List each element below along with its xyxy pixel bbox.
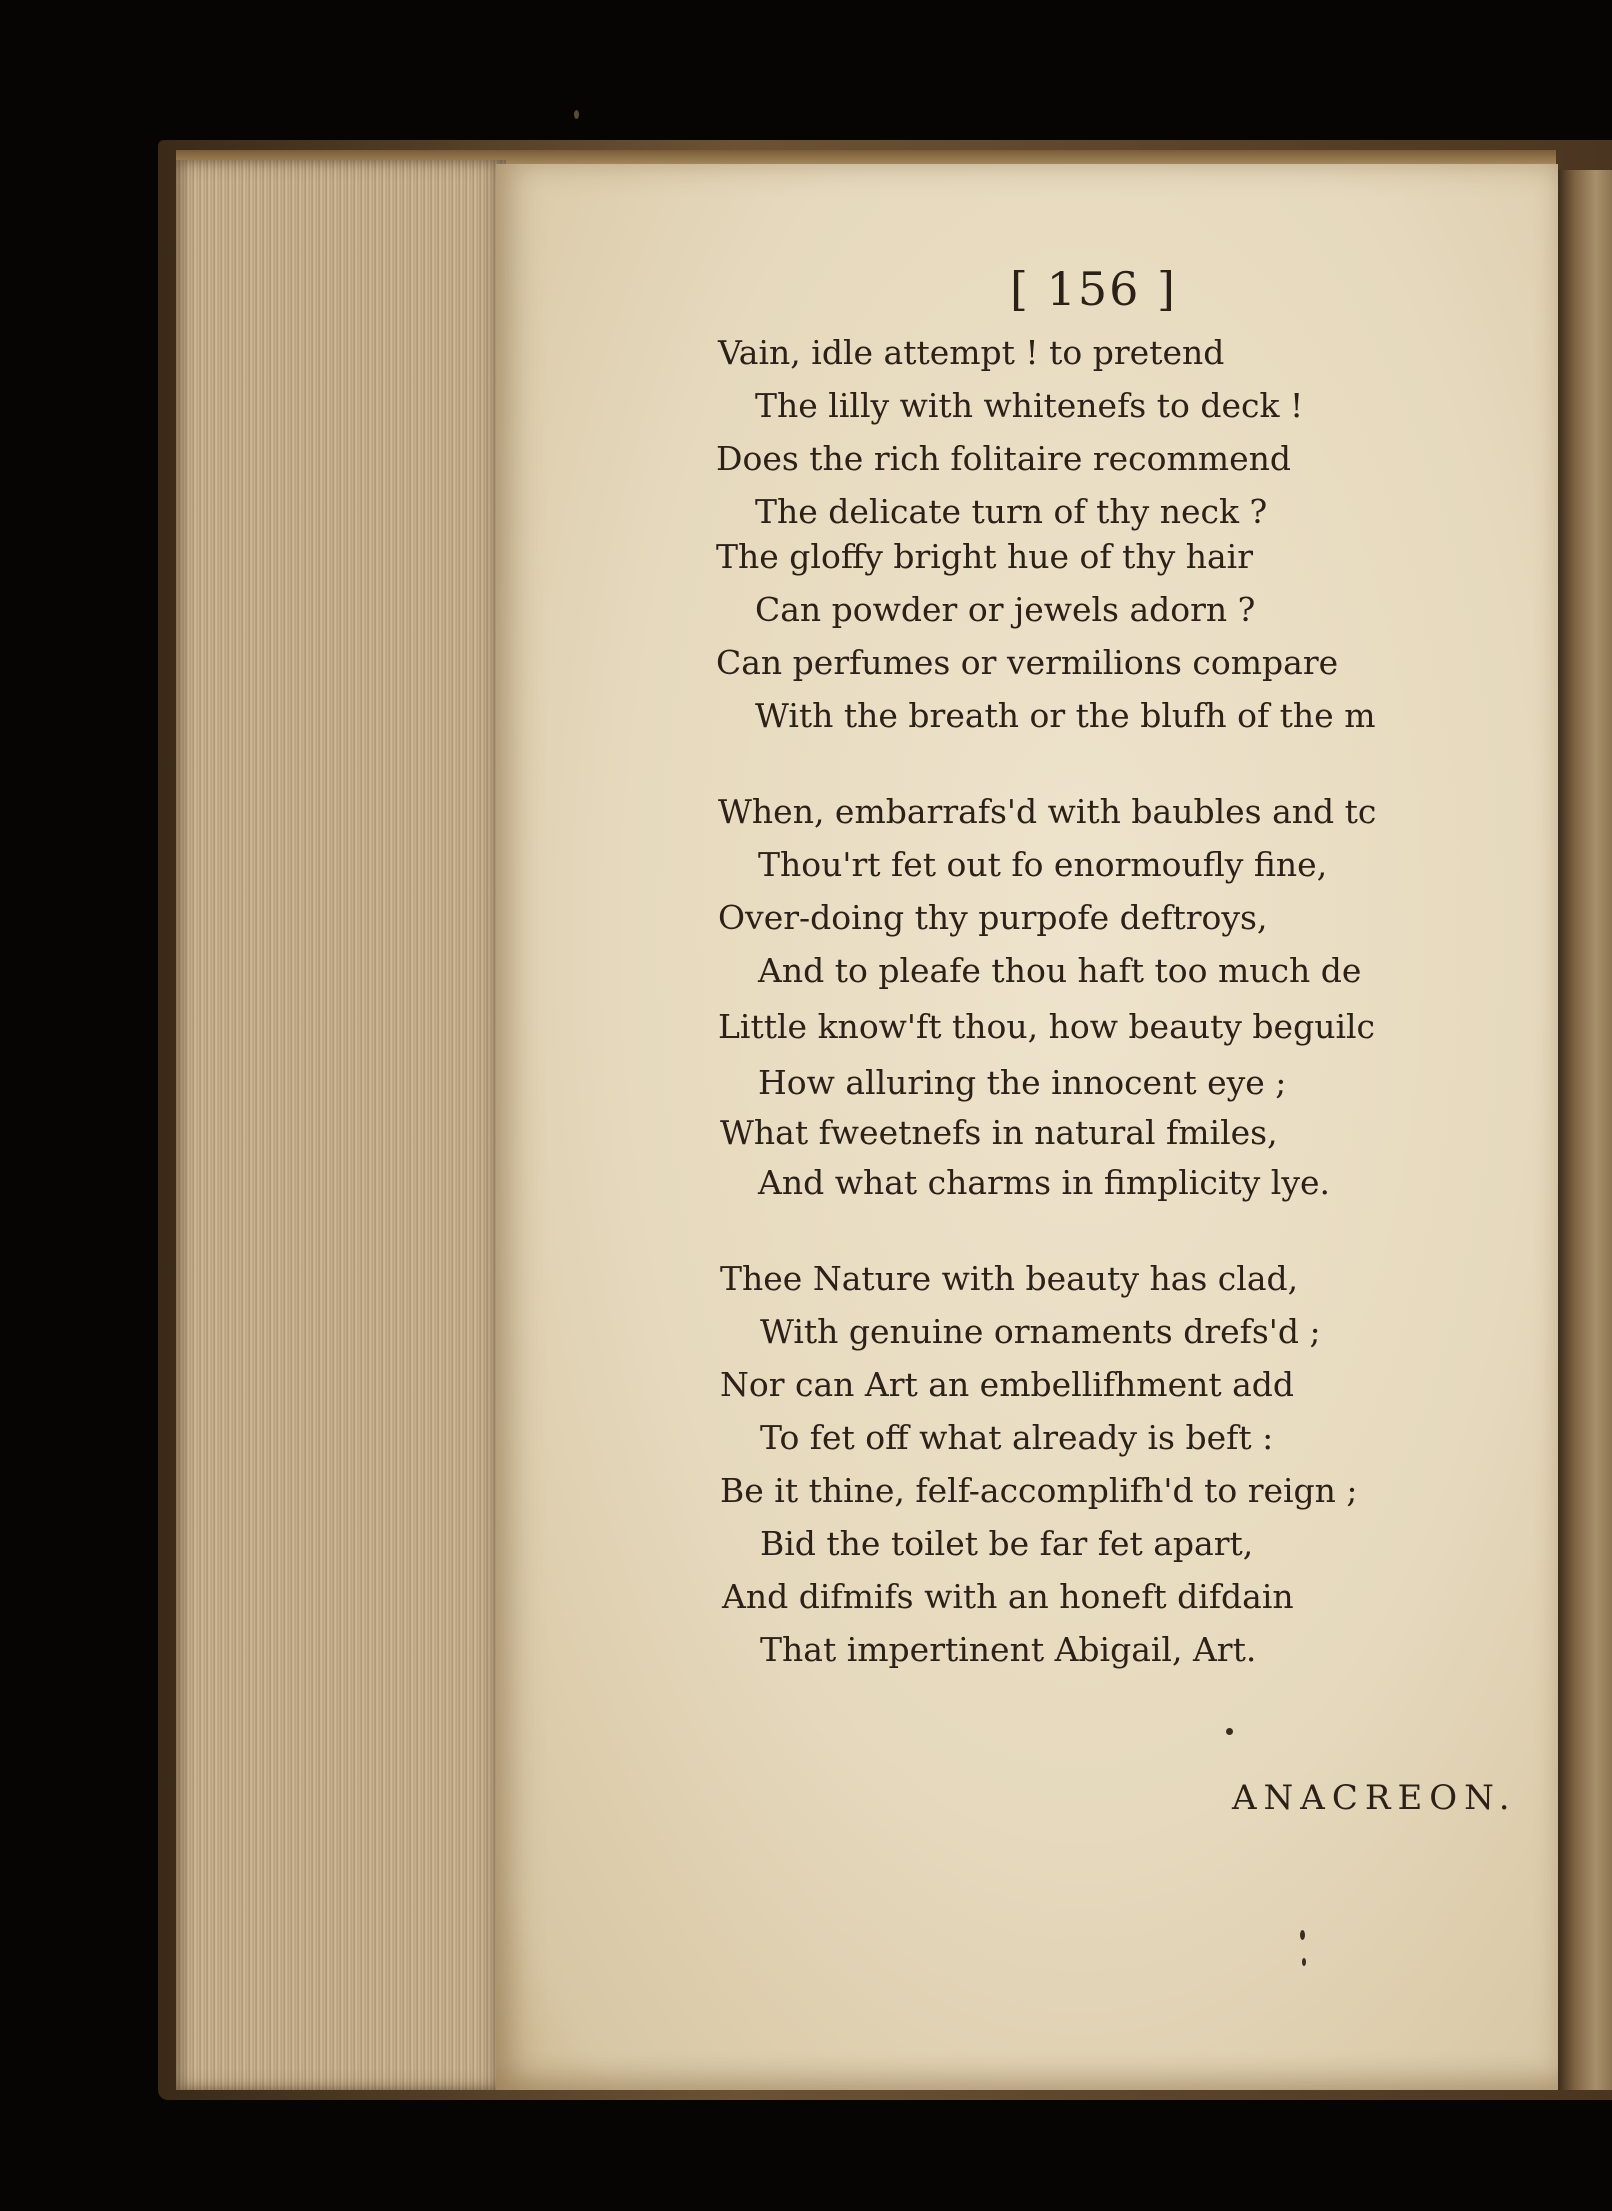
poem-line: What fweetnefs in natural fmiles, — [720, 1113, 1278, 1152]
ink-speck — [1226, 1728, 1233, 1735]
poem-line: Little know'ft thou, how beauty beguilc — [718, 1007, 1376, 1046]
page-number: [ 156 ] — [1010, 262, 1177, 316]
poem-line: Vain, idle attempt ! to pretend — [718, 333, 1225, 372]
poem-line: Thee Nature with beauty has clad, — [720, 1259, 1299, 1298]
poem-line: Be it thine, felf-accomplifh'd to reign ; — [720, 1471, 1358, 1510]
poem-line: And what charms in fimplicity lye. — [758, 1163, 1331, 1202]
poem-line: That impertinent Abigail, Art. — [760, 1630, 1257, 1669]
poem-line: Nor can Art an embellifhment add — [720, 1365, 1295, 1404]
ink-speck — [1302, 1958, 1306, 1966]
poem-line: With genuine ornaments drefs'd ; — [760, 1312, 1321, 1351]
poem-line: With the breath or the blufh of the m — [755, 696, 1376, 735]
poem-line: Over-doing thy purpofe deftroys, — [718, 898, 1268, 937]
poem-line: When, embarrafs'd with baubles and tc — [718, 792, 1377, 831]
poem-line: And to pleafe thou haft too much de — [758, 951, 1362, 990]
poem-line: To fet off what already is beft : — [760, 1418, 1274, 1457]
poem-line: Thou'rt fet out fo enormoufly fine, — [758, 845, 1328, 884]
poem-line: The delicate turn of thy neck ? — [755, 492, 1268, 531]
poem-line: Can powder or jewels adorn ? — [755, 590, 1256, 629]
poem-line: Does the rich folitaire recommend — [716, 439, 1291, 478]
poem-line: The lilly with whitenefs to deck ! — [755, 386, 1304, 425]
poem-line: And difmifs with an honeft difdain — [722, 1577, 1294, 1616]
ink-speck — [1300, 1930, 1305, 1940]
poem-line: How alluring the innocent eye ; — [758, 1063, 1287, 1102]
ink-speck — [574, 110, 579, 119]
poem-line: The gloffy bright hue of thy hair — [716, 537, 1253, 576]
poem-line: Can perfumes or vermilions compare — [716, 643, 1339, 682]
catchword: ANACREON. — [1232, 1778, 1517, 1818]
poem-line: Bid the toilet be far fet apart, — [760, 1524, 1254, 1563]
